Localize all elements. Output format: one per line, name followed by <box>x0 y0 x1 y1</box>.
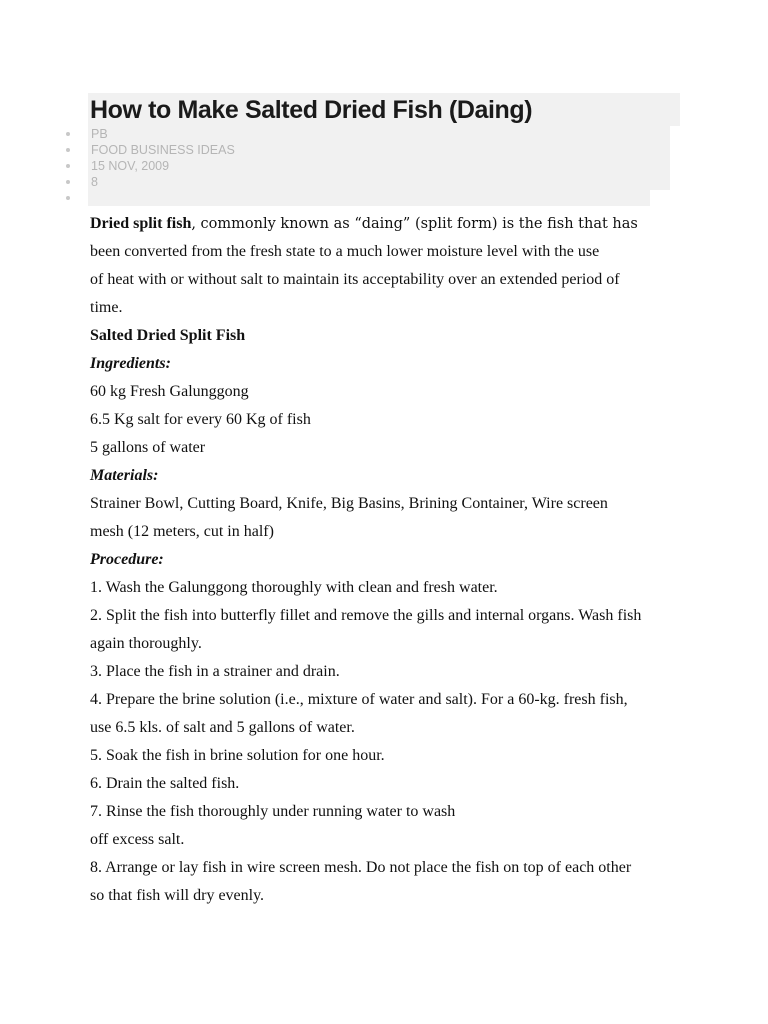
ingredient-item: 60 kg Fresh Galunggong <box>90 383 249 400</box>
materials-line: mesh (12 meters, cut in half) <box>90 523 274 540</box>
procedure-line: 8. Arrange or lay fish in wire screen mesh. Do not place the fish on top of each other <box>90 859 632 876</box>
bullet-icon <box>66 180 70 184</box>
procedure-heading: Procedure: <box>90 551 164 568</box>
materials-line: Strainer Bowl, Cutting Board, Knife, Big Basins, Brining Container, Wire screen <box>90 495 608 512</box>
procedure-line: 4. Prepare the brine solution (i.e., mixture of water and salt). For a 60-kg. fresh fish, <box>90 691 628 708</box>
article-meta-list <box>0 126 235 206</box>
ingredients-heading: Ingredients: <box>90 355 171 372</box>
ingredient-item: 6.5 Kg salt for every 60 Kg of fish <box>90 411 311 428</box>
materials-heading: Materials: <box>90 467 159 484</box>
procedure-line: so that fish will dry evenly. <box>90 887 265 904</box>
procedure-line: 1. Wash the Galunggong thoroughly with clean and fresh water. <box>90 579 498 596</box>
procedure-line: 3. Place the fish in a strainer and drain. <box>90 663 340 680</box>
procedure-line: 5. Soak the fish in brine solution for one hour. <box>90 747 385 764</box>
article-title: How to Make Salted Dried Fish (Daing) <box>90 96 533 124</box>
procedure-line: off excess salt. <box>90 831 185 848</box>
bullet-icon <box>66 132 70 136</box>
meta-category[interactable]: FOOD BUSINESS IDEAS <box>0 142 235 158</box>
procedure-line: again thoroughly. <box>90 635 202 652</box>
intro-lead: Dried split fish <box>90 215 192 232</box>
article-body <box>90 210 690 910</box>
intro-line-1 <box>90 210 690 238</box>
meta-author[interactable]: PB <box>0 126 235 142</box>
procedure-line: 6. Drain the salted fish. <box>90 775 240 792</box>
procedure-line: 7. Rinse the fish thoroughly under running water to wash <box>90 803 456 820</box>
procedure-line: use 6.5 kls. of salt and 5 gallons of water. <box>90 719 355 736</box>
intro-line-3: of heat with or without salt to maintain its acceptability over an extended period of <box>90 271 620 288</box>
bullet-icon <box>66 196 70 200</box>
intro-line-4: time. <box>90 299 123 316</box>
meta-comments[interactable]: 8 <box>0 174 235 190</box>
intro-line-2: been converted from the fresh state to a much lower moisture level with the use <box>90 243 600 260</box>
bullet-icon <box>66 148 70 152</box>
bullet-icon <box>66 164 70 168</box>
intro-line-1-rest: , commonly known as “daing” (split form) is the fish that has <box>191 216 638 232</box>
meta-date: 15 NOV, 2009 <box>0 158 235 174</box>
ingredient-item: 5 gallons of water <box>90 439 206 456</box>
recipe-subheading: Salted Dried Split Fish <box>90 327 246 344</box>
procedure-line: 2. Split the fish into butterfly fillet and remove the gills and internal organs. Wash fish <box>90 607 642 624</box>
meta-empty <box>0 190 235 206</box>
